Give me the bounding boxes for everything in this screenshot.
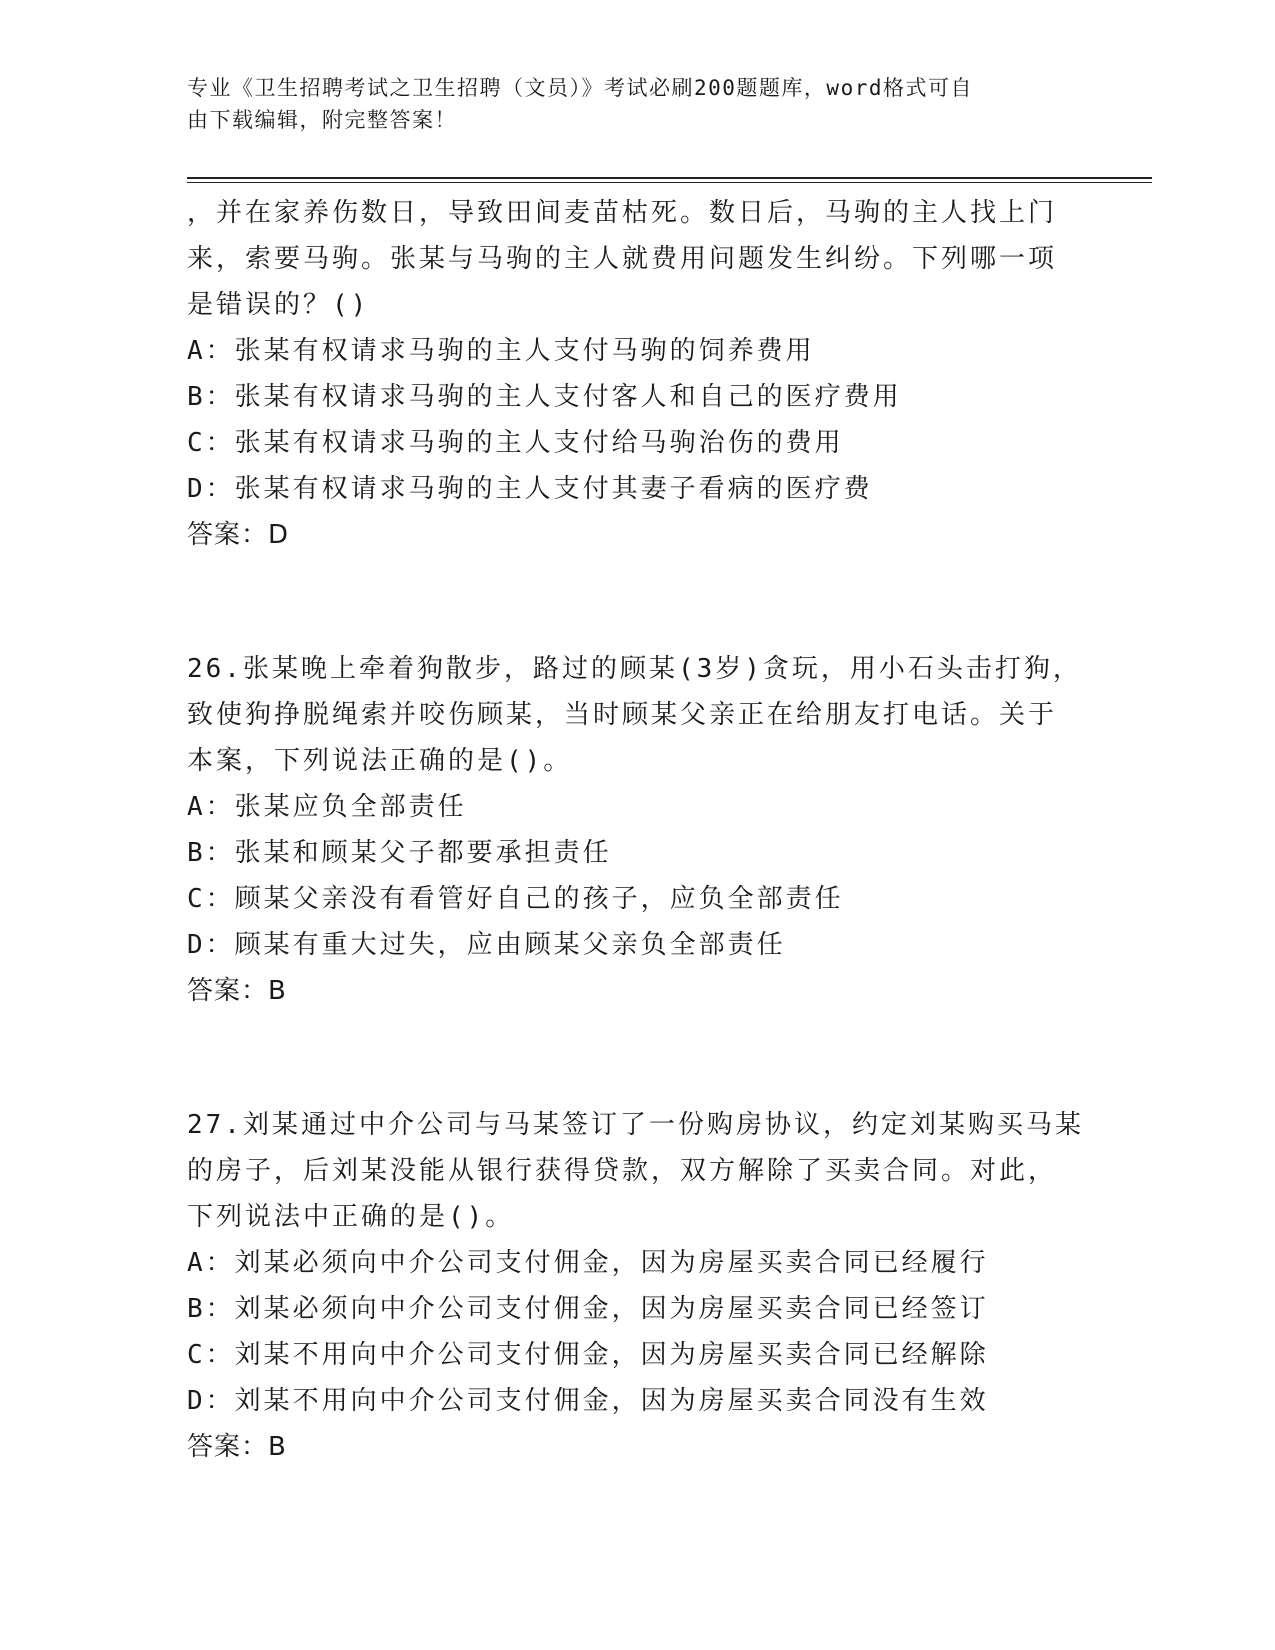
question-26 bbox=[187, 646, 1087, 1014]
question-25 bbox=[187, 190, 1087, 558]
header-divider-thin bbox=[187, 182, 1152, 183]
option-b: B：张某有权请求马驹的主人支付客人和自己的医疗费用 bbox=[187, 382, 902, 412]
question-stem-line: 27.刘某通过中介公司与马某签订了一份购房协议，约定刘某购买马某 bbox=[187, 1110, 1084, 1140]
option-d: D：顾某有重大过失，应由顾某父亲负全部责任 bbox=[187, 930, 786, 960]
answer-label: 答案：B bbox=[187, 1432, 287, 1462]
question-stem-line: 本案，下列说法正确的是()。 bbox=[187, 746, 573, 776]
question-spacer bbox=[187, 1014, 1087, 1102]
answer-label: 答案：B bbox=[187, 976, 287, 1006]
question-stem-line: ，并在家养伤数日，导致田间麦苗枯死。数日后，马驹的主人找上门 bbox=[187, 198, 1058, 228]
question-list bbox=[187, 190, 1087, 1470]
option-a: A：张某有权请求马驹的主人支付马驹的饲养费用 bbox=[187, 336, 815, 366]
option-b: B：张某和顾某父子都要承担责任 bbox=[187, 838, 612, 868]
header-line-1: 专业《卫生招聘考试之卫生招聘（文员）》考试必刷200题题库，word格式可自 bbox=[187, 76, 973, 100]
option-c: C：顾某父亲没有看管好自己的孩子，应负全部责任 bbox=[187, 884, 844, 914]
question-stem-line: 下列说法中正确的是()。 bbox=[187, 1202, 515, 1232]
option-c: C：张某有权请求马驹的主人支付给马驹治伤的费用 bbox=[187, 428, 844, 458]
answer-label: 答案：D bbox=[187, 520, 290, 550]
option-a: A：张某应负全部责任 bbox=[187, 792, 467, 822]
header-line-2: 由下载编辑，附完整答案！ bbox=[187, 108, 457, 132]
question-stem-line: 是错误的？() bbox=[187, 290, 370, 320]
question-spacer bbox=[187, 558, 1087, 646]
question-27 bbox=[187, 1102, 1087, 1470]
header-divider-thick bbox=[187, 177, 1152, 179]
question-stem-line: 26.张某晚上牵着狗散步，路过的顾某(3岁)贪玩，用小石头击打狗， bbox=[187, 654, 1082, 684]
option-b: B：刘某必须向中介公司支付佣金，因为房屋买卖合同已经签订 bbox=[187, 1294, 989, 1324]
question-stem-line: 的房子，后刘某没能从银行获得贷款，双方解除了买卖合同。对此， bbox=[187, 1156, 1058, 1186]
question-stem-line: 来，索要马驹。张某与马驹的主人就费用问题发生纠纷。下列哪一项 bbox=[187, 244, 1058, 274]
option-a: A：刘某必须向中介公司支付佣金，因为房屋买卖合同已经履行 bbox=[187, 1248, 989, 1278]
option-d: D：刘某不用向中介公司支付佣金，因为房屋买卖合同没有生效 bbox=[187, 1386, 989, 1416]
question-stem-line: 致使狗挣脱绳索并咬伤顾某，当时顾某父亲正在给朋友打电话。关于 bbox=[187, 700, 1058, 730]
document-header bbox=[187, 72, 1087, 136]
option-d: D：张某有权请求马驹的主人支付其妻子看病的医疗费 bbox=[187, 474, 873, 504]
option-c: C：刘某不用向中介公司支付佣金，因为房屋买卖合同已经解除 bbox=[187, 1340, 989, 1370]
